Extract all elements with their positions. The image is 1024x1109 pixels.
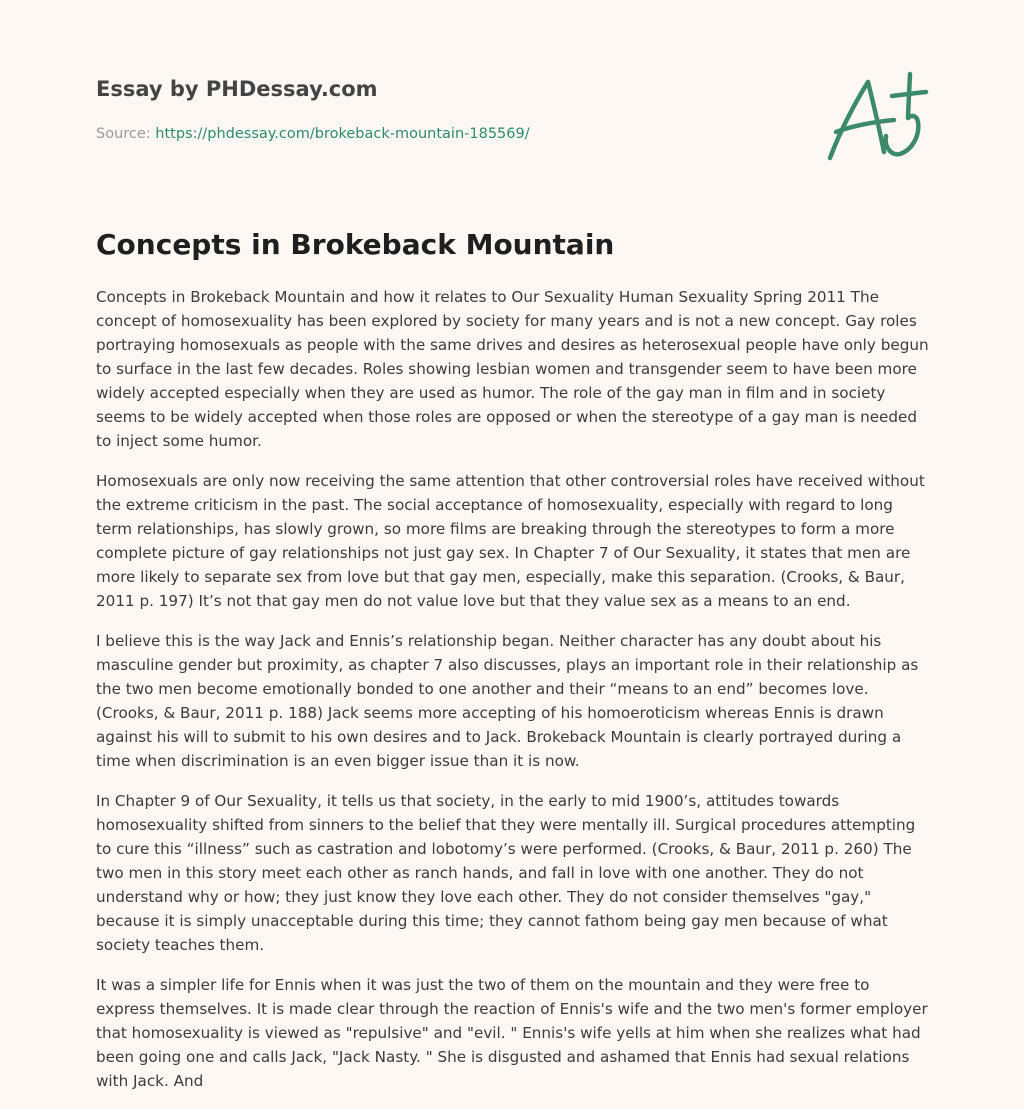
essay-paragraph: Concepts in Brokeback Mountain and how it relates to Our Sexuality Human Sexuality Spring 2011 The concept of homosexuality has been explored by society for many years and is not a new concept. Gay roles portraying homosexuals as people with the same drives and desires as heterosexual people have only begun to surface in the last few decades. Roles showing lesbian women and transgender seem to have been more widely accepted especially when they are used as humor. The role of the gay man in film and in society seems to be widely accepted when those roles are opposed or when the stereotype of a gay man is needed to inject some humor. [96, 288, 929, 450]
essay-paragraph: Homosexuals are only now receiving the same attention that other controversial roles have received without the extreme criticism in the past. The social acceptance of homosexuality, especially with regard to long term relationships, has slowly grown, so more films are breaking through the stereotypes to form a more complete picture of gay relationships not just gay sex. In Chapter 7 of Our Sexuality, it states that men are more likely to separate sex from love but that gay men, especially, make this separation. (Crooks, & Baur, 2011 p. 197) It’s not that gay men do not value love but that they value sex as a means to an end. [96, 472, 925, 610]
essay-paragraph: It was a simpler life for Ennis when it was just the two of them on the mountain and they were free to express themselves. It is made clear through the reaction of Ennis's wife and the two men's former employer that homosexuality is viewed as "repulsive" and "evil. " Ennis's wife yells at him when she realizes what had been going one and calls Jack, "Jack Nasty. " She is disgusted and ashamed that Ennis had sexual relations with Jack. And [96, 976, 928, 1090]
essay-title: Concepts in Brokeback Mountain [96, 228, 615, 261]
essay-paragraph: I believe this is the way Jack and Ennis’s relationship began. Neither character has any doubt about his masculine gender but proximity, as chapter 7 also discusses, plays an important role in their relationship as the two men become emotionally bonded to one another and their “means to an end” becomes love. (Crooks, & Baur, 2011 p. 188) Jack seems more accepting of his homoeroticism whereas Ennis is drawn against his will to submit to his own desires and to Jack. Brokeback Mountain is clearly portrayed during a time when discrimination is an even bigger issue than it is now. [96, 632, 919, 770]
page-header [96, 74, 796, 142]
essay-paragraph: In Chapter 9 of Our Sexuality, it tells us that society, in the early to mid 1900’s, attitudes towards homosexuality shifted from sinners to the belief that they were mentally ill. Surgical procedures attempting to cure this “illness” such as castration and lobotomy’s were performed. (Crooks, & Baur, 2011 p. 260) The two men in this story meet each other as ranch hands, and fall in love with one another. They do not understand why or how; they just know they love each other. They do not consider themselves "gay," because it is simply unacceptable during this time; they cannot fathom being gay men because of what society teaches them. [96, 792, 916, 954]
source-line [96, 124, 530, 144]
site-brand: Essay by PHDessay.com [96, 77, 378, 101]
source-link[interactable]: https://phdessay.com/brokeback-mountain-185569/ [155, 126, 530, 142]
essay-body [96, 285, 932, 1109]
source-label: Source: [96, 126, 156, 142]
a-plus-grade-icon [820, 66, 930, 166]
